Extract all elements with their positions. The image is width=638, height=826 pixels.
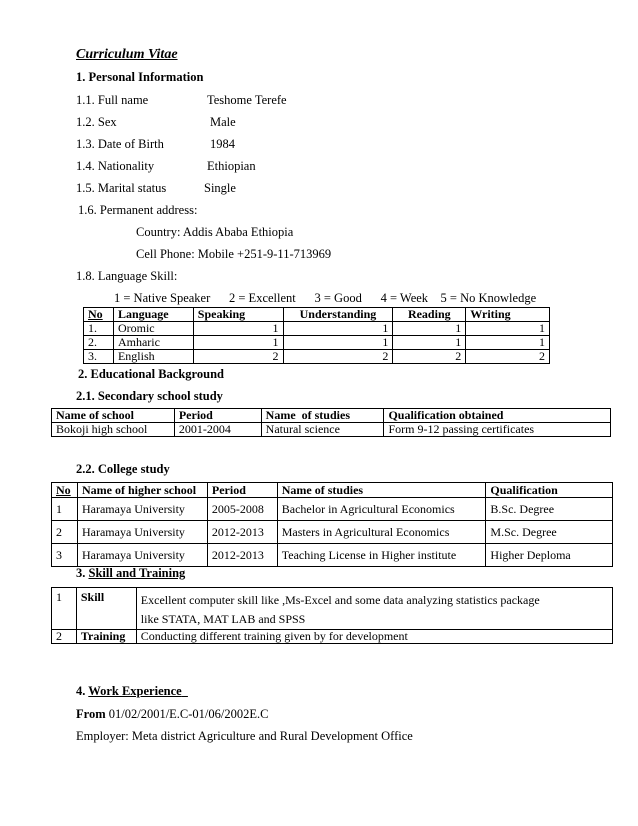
cell: 2. <box>84 336 114 350</box>
header-cell: No <box>84 308 114 322</box>
cell: Skill <box>76 588 136 630</box>
language-table <box>83 307 550 364</box>
header-cell: Name of studies <box>277 483 486 498</box>
from-label: From <box>76 707 106 721</box>
full-name-value: Teshome Terefe <box>207 93 287 107</box>
college-header-row <box>52 483 613 498</box>
cell: Haramaya University <box>77 498 207 521</box>
cell: 1 <box>283 336 393 350</box>
table-row <box>84 336 550 350</box>
cv-title: Curriculum Vitae <box>76 47 178 62</box>
cell: Training <box>76 630 136 644</box>
sex-value: Male <box>210 115 236 129</box>
cell: M.Sc. Degree <box>486 521 613 544</box>
cell: English <box>113 350 193 364</box>
header-cell: Name of school <box>52 409 175 423</box>
cell: 2 <box>393 350 466 364</box>
sex-label: 1.2. Sex <box>76 115 117 129</box>
cell: 3 <box>52 544 78 567</box>
header-cell: Understanding <box>283 308 393 322</box>
table-row <box>52 588 613 630</box>
language-skill-label: 1.8. Language Skill: <box>76 269 178 283</box>
skill-desc-line: Excellent computer skill like ,Ms-Excel and some data analyzing statistics package <box>140 593 540 607</box>
full-name-label: 1.1. Full name <box>76 93 149 107</box>
skills-heading-number: 3. <box>76 566 89 580</box>
table-row <box>52 498 613 521</box>
header-cell: Qualification obtained <box>384 409 611 423</box>
cell <box>136 588 612 630</box>
cell: Oromic <box>113 322 193 336</box>
cell: 2 <box>52 630 77 644</box>
nationality-value: Ethiopian <box>207 159 256 173</box>
header-cell: Speaking <box>193 308 283 322</box>
birth-label: 1.3. Date of Birth <box>76 137 164 151</box>
secondary-heading: 2.1. Secondary school study <box>76 389 223 403</box>
address-label: 1.6. Permanent address: <box>78 203 198 217</box>
cell: 1 <box>393 336 466 350</box>
cell: 1 <box>193 322 283 336</box>
work-heading <box>76 684 188 699</box>
secondary-header-row <box>52 409 611 423</box>
work-heading-text: Work Experience <box>88 684 182 698</box>
table-row <box>52 521 613 544</box>
cell: 1 <box>52 498 78 521</box>
cell: 1 <box>466 322 550 336</box>
address-country: Country: Addis Ababa Ethiopia <box>136 225 294 239</box>
education-heading: 2. Educational Background <box>78 367 224 381</box>
header-cell: Period <box>174 409 261 423</box>
header-cell: Name of higher school <box>77 483 207 498</box>
cell: 1 <box>52 588 77 630</box>
cell: Teaching License in Higher institute <box>277 544 486 567</box>
cell: Higher Deploma <box>486 544 613 567</box>
cell: 2012-2013 <box>207 544 277 567</box>
skill-desc-line: like STATA, MAT LAB and SPSS <box>140 612 306 626</box>
table-row <box>84 350 550 364</box>
cell: 1 <box>466 336 550 350</box>
header-cell: Writing <box>466 308 550 322</box>
cell: 1 <box>283 322 393 336</box>
cell: Natural science <box>261 423 384 437</box>
cell: 2005-2008 <box>207 498 277 521</box>
employer: Employer: Meta district Agriculture and Rural Development Office <box>76 729 413 743</box>
cell: 1 <box>193 336 283 350</box>
work-heading-number: 4. <box>76 684 89 698</box>
marital-value: Single <box>204 181 236 195</box>
cell: 2012-2013 <box>207 521 277 544</box>
cell: 1 <box>393 322 466 336</box>
language-scale: 1 = Native Speaker 2 = Excellent 3 = Good 4 = Week 5 = No Knowledge <box>114 291 537 305</box>
table-row <box>84 322 550 336</box>
header-cell: Language <box>113 308 193 322</box>
table-row <box>52 423 611 437</box>
header-cell: Qualification <box>486 483 613 498</box>
table-row <box>52 544 613 567</box>
header-cell: Period <box>207 483 277 498</box>
header-cell: Name of studies <box>261 409 384 423</box>
cell: 2 <box>193 350 283 364</box>
cell: Bachelor in Agricultural Economics <box>277 498 486 521</box>
marital-label: 1.5. Marital status <box>76 181 167 195</box>
cell: 1. <box>84 322 114 336</box>
cell: Amharic <box>113 336 193 350</box>
cell: Bokoji high school <box>52 423 175 437</box>
college-table <box>51 482 613 567</box>
cell: Masters in Agricultural Economics <box>277 521 486 544</box>
work-period <box>76 707 268 722</box>
header-cell: No <box>52 483 78 498</box>
cell: 2 <box>52 521 78 544</box>
cell: B.Sc. Degree <box>486 498 613 521</box>
college-heading: 2.2. College study <box>76 462 170 476</box>
from-value: 01/02/2001/E.C-01/06/2002E.C <box>105 707 269 721</box>
cell: Form 9-12 passing certificates <box>384 423 611 437</box>
nationality-label: 1.4. Nationality <box>76 159 155 173</box>
cell: Haramaya University <box>77 544 207 567</box>
personal-info-heading: 1. Personal Information <box>76 70 204 84</box>
cell: 2 <box>283 350 393 364</box>
table-row <box>52 630 613 644</box>
skills-table <box>51 587 613 644</box>
birth-value: 1984 <box>210 137 235 151</box>
language-header-row <box>84 308 550 322</box>
address-phone: Cell Phone: Mobile +251-9-11-713969 <box>136 247 332 261</box>
skills-heading-text: Skill and Training <box>88 566 186 580</box>
secondary-table <box>51 408 611 437</box>
cell: 2 <box>466 350 550 364</box>
cell: Conducting different training given by for development <box>136 630 612 644</box>
skills-heading <box>76 566 185 581</box>
cell: 2001-2004 <box>174 423 261 437</box>
header-cell: Reading <box>393 308 466 322</box>
cell: Haramaya University <box>77 521 207 544</box>
cell: 3. <box>84 350 114 364</box>
